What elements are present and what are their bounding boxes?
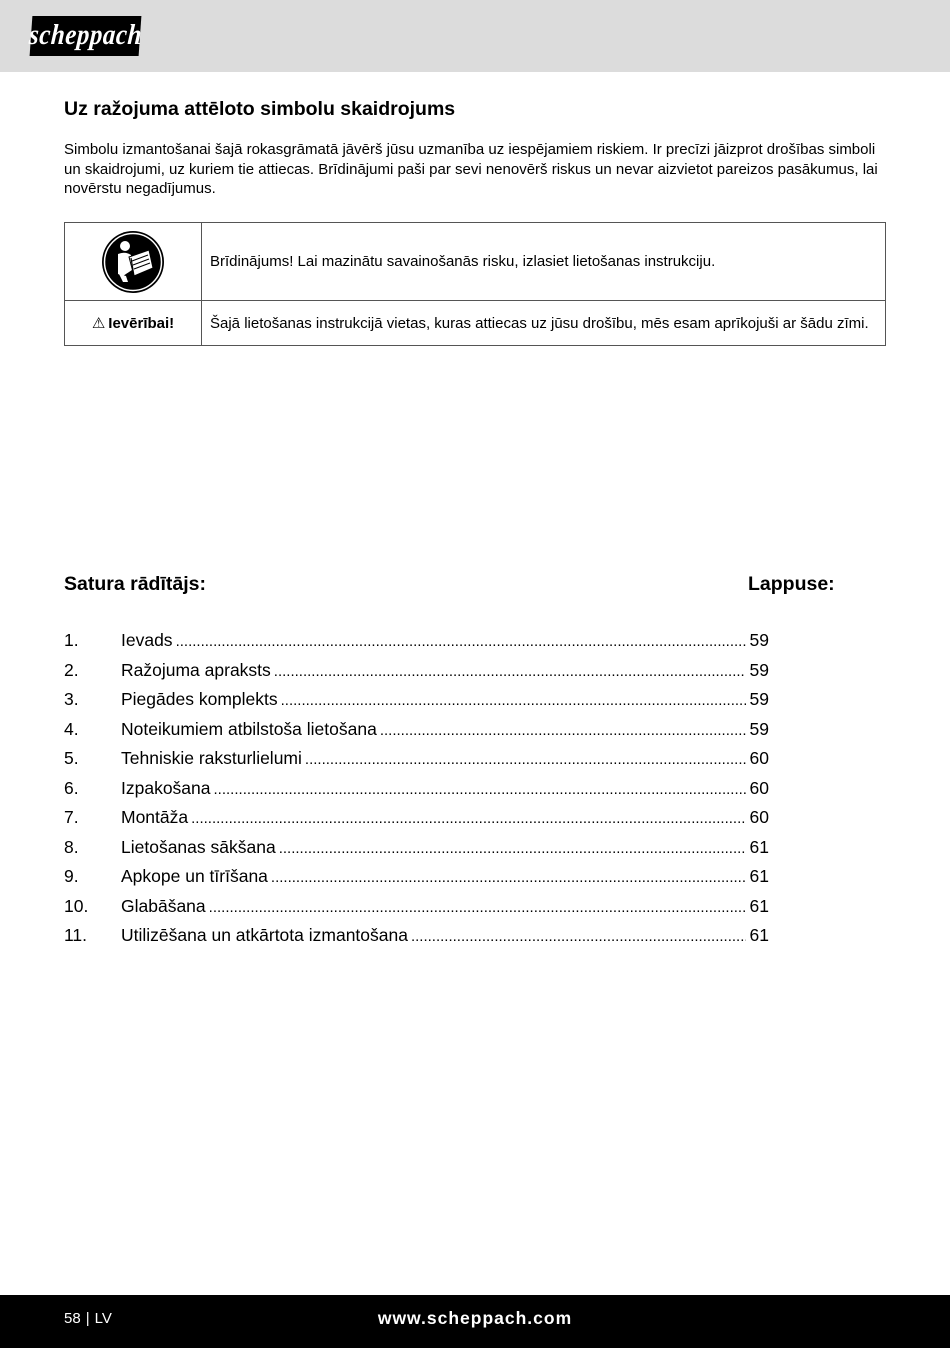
toc-item-label: Lietošanas sākšana	[121, 836, 276, 857]
read-manual-icon	[101, 230, 165, 294]
toc-leader-dots	[214, 775, 746, 805]
attention-text: Ievērībai!	[108, 315, 175, 332]
toc-item-page: 59	[749, 630, 769, 650]
toc-item-label: Apkope un tīrīšana	[121, 866, 268, 886]
symbol-cell	[65, 223, 202, 301]
symbols-intro-text: Simbolu izmantošanai šajā rokasgrāmatā jāvērš jūsu uzmanība uz iespējamiem riskiem. Ir precīzi jāizprot drošības simboli un skaidrojumi, uz kuriem tie attiecas. Brīdinājumi paši par sevi nenovērš riskus un nevar aizvietot pareizos pasākumus, lai novērstu negadījumus.	[64, 141, 878, 197]
toc-item-number: 9.	[64, 866, 79, 886]
toc-item[interactable]	[64, 715, 769, 745]
toc-item-number: 8.	[64, 836, 79, 857]
toc-item-label: Izpakošana	[121, 777, 211, 798]
toc-item-label: Noteikumiem atbilstoša lietošana	[121, 718, 377, 739]
toc-leader-dots	[380, 716, 746, 746]
toc-item[interactable]	[64, 862, 769, 892]
footer-bar	[0, 1295, 950, 1348]
toc-item-page: 60	[749, 807, 769, 827]
toc-item[interactable]	[64, 833, 769, 863]
toc-item-page: 60	[749, 777, 769, 798]
header-bar	[0, 0, 950, 72]
scheppach-logo	[30, 16, 142, 56]
toc-item[interactable]	[64, 892, 769, 922]
toc-item-page: 61	[749, 836, 769, 857]
toc-item-label: Tehniskie raksturlielumi	[121, 748, 302, 768]
toc-item-label: Utilizēšana un atkārtota izmantošana	[121, 925, 408, 945]
toc-item-label: Glabāšana	[121, 895, 206, 916]
toc-leader-dots	[305, 745, 746, 775]
warning-triangle-icon: ⚠	[91, 315, 106, 332]
toc-list	[64, 626, 769, 951]
website-link[interactable]: www.scheppach.com	[377, 1308, 573, 1328]
toc-item-number: 7.	[64, 807, 79, 827]
toc-leader-dots	[176, 627, 746, 657]
toc-item-page: 59	[749, 659, 769, 680]
toc-item[interactable]	[64, 685, 769, 715]
toc-item-page: 60	[749, 748, 769, 768]
page-number: 58	[64, 1310, 81, 1327]
toc-item-page: 61	[749, 895, 769, 916]
toc-item-label: Ražojuma apraksts	[121, 659, 271, 680]
toc-leader-dots	[281, 686, 746, 716]
page-separator: |	[85, 1310, 90, 1327]
toc-item[interactable]	[64, 626, 769, 656]
symbols-table-row	[65, 223, 886, 301]
symbols-table-row	[65, 301, 886, 346]
toc-leader-dots	[411, 922, 746, 952]
toc-item-number: 4.	[64, 718, 79, 739]
toc-leader-dots	[191, 804, 745, 834]
toc-item-page: 59	[749, 689, 769, 709]
toc-leader-dots	[209, 893, 746, 923]
toc-item[interactable]	[64, 774, 769, 804]
toc-item-number: 1.	[64, 630, 79, 650]
toc-page-column-title: Lappuse:	[748, 573, 835, 595]
toc-leader-dots	[274, 657, 746, 687]
symbols-table	[64, 222, 886, 346]
toc-item[interactable]	[64, 744, 769, 774]
toc-item-number: 5.	[64, 748, 79, 768]
toc-item-page: 61	[749, 925, 769, 945]
toc-item-number: 6.	[64, 777, 79, 798]
toc-item-label: Piegādes komplekts	[121, 689, 278, 709]
toc-item[interactable]	[64, 921, 769, 951]
language-code: LV	[94, 1310, 112, 1327]
symbol-cell	[65, 301, 202, 346]
symbol-description: Šajā lietošanas instrukcijā vietas, kuras attiecas uz jūsu drošību, mēs esam aprīkojuši ar šādu zīmi.	[202, 301, 886, 346]
toc-item-number: 10.	[64, 895, 89, 916]
toc-item-number: 2.	[64, 659, 79, 680]
attention-label	[92, 315, 174, 332]
symbol-description: Brīdinājums! Lai mazinātu savainošanās risku, izlasiet lietošanas instrukciju.	[202, 223, 886, 301]
toc-item-page: 59	[749, 718, 769, 739]
toc-item-page: 61	[749, 866, 769, 886]
toc-leader-dots	[271, 863, 746, 893]
logo-text: scheppach	[28, 19, 144, 51]
toc-item[interactable]	[64, 656, 769, 686]
toc-item[interactable]	[64, 803, 769, 833]
toc-item-number: 11.	[64, 925, 88, 945]
toc-title: Satura rādītājs:	[64, 573, 206, 595]
toc-leader-dots	[279, 834, 746, 864]
toc-item-number: 3.	[64, 689, 79, 709]
toc-item-label: Ievads	[121, 630, 173, 650]
toc-item-label: Montāža	[121, 807, 189, 827]
symbols-section-title: Uz ražojuma attēloto simbolu skaidrojums	[64, 98, 456, 120]
